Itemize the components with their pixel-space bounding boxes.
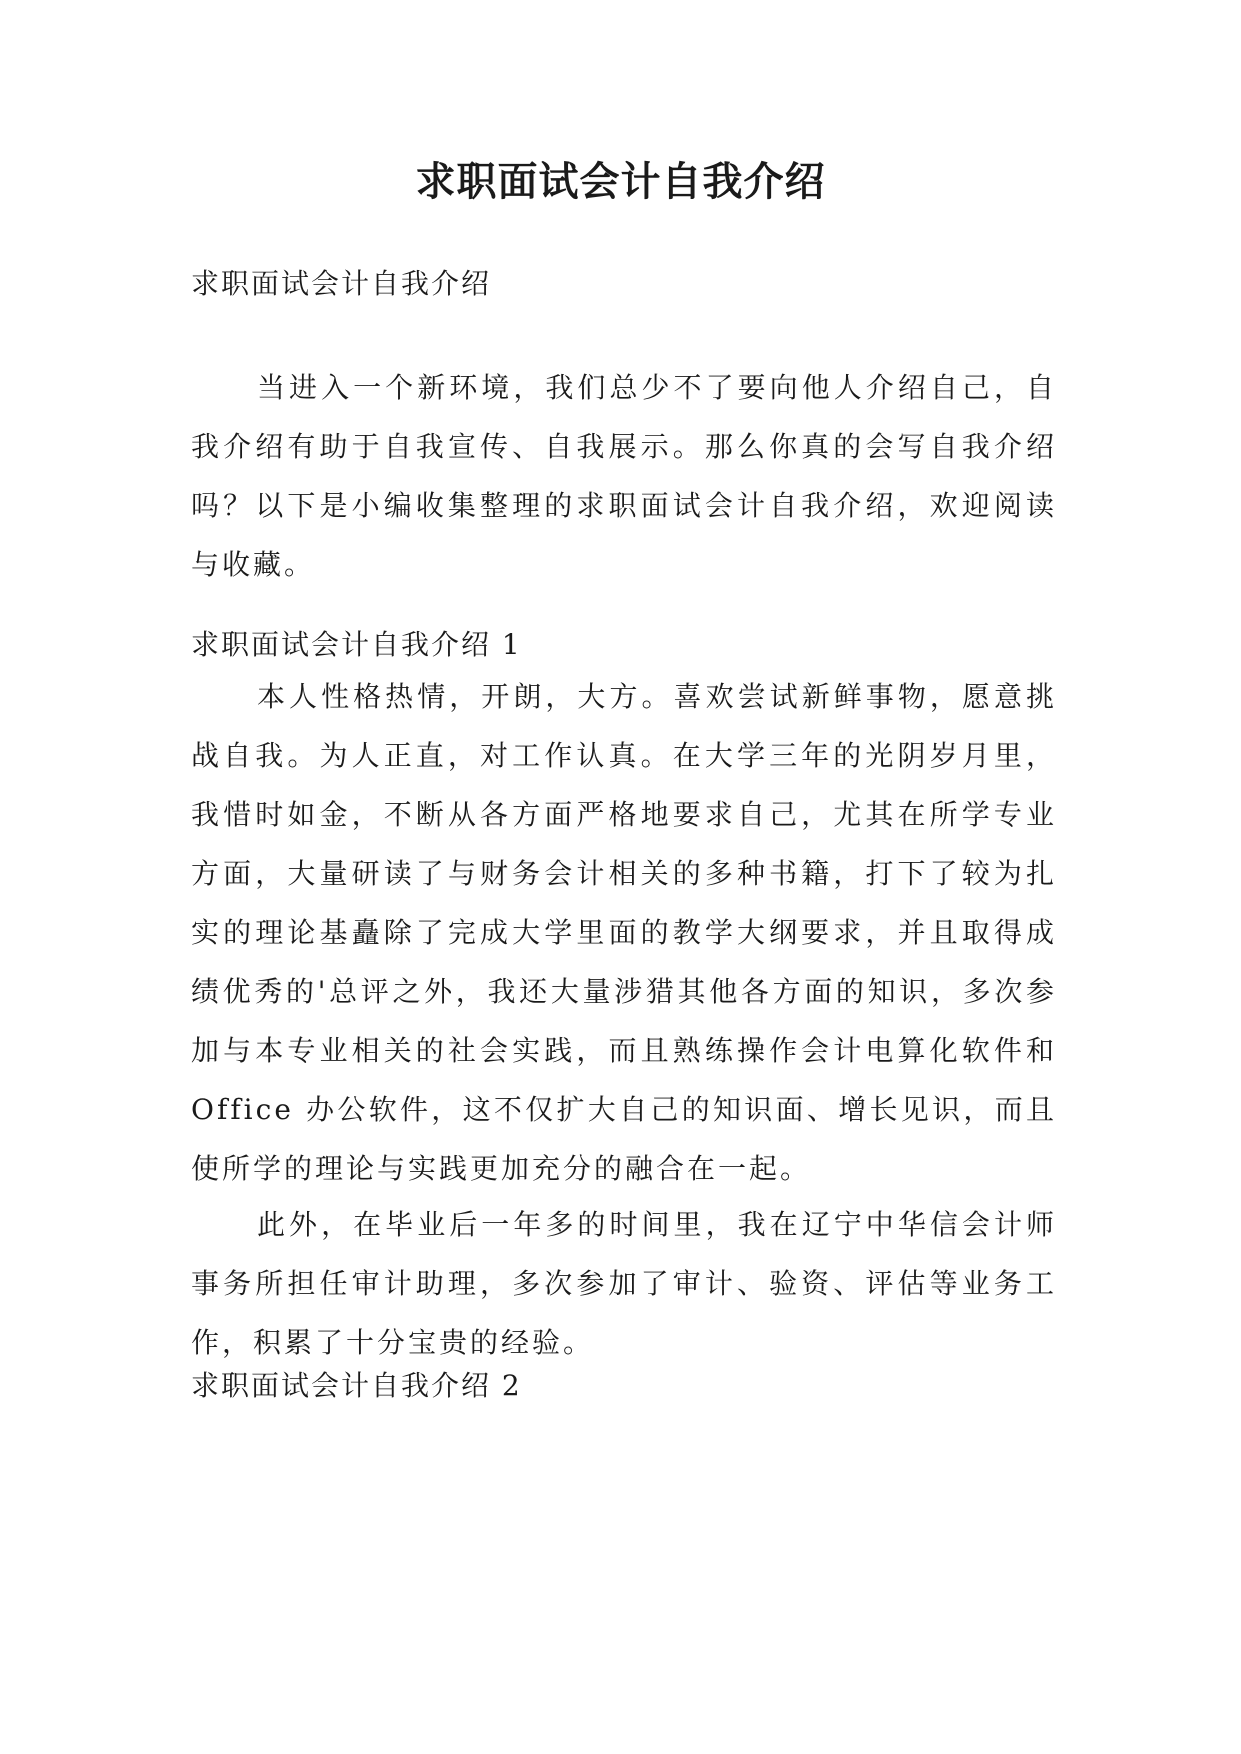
intro-paragraph: 当进入一个新环境，我们总少不了要向他人介绍自己，自我介绍有助于自我宣传、自我展示。那么你真的会写自我介绍吗？以下是小编收集整理的求职面试会计自我介绍，欢迎阅读与收藏。 xyxy=(191,371,1057,581)
document-subtitle: 求职面试会计自我介绍 xyxy=(191,267,492,300)
section-1-paragraph-2: 此外，在毕业后一年多的时间里，我在辽宁中华信会计师事务所担任审计助理，多次参加了审计、验资、评估等业务工作，积累了十分宝贵的经验。 xyxy=(191,1208,1057,1359)
section-heading-1: 求职面试会计自我介绍 1 xyxy=(191,628,522,661)
document-title: 求职面试会计自我介绍 xyxy=(415,159,826,205)
section-heading-2: 求职面试会计自我介绍 2 xyxy=(191,1369,522,1402)
section-1-paragraph-1: 本人性格热情，开朗，大方。喜欢尝试新鲜事物，愿意挑战自我。为人正直，对工作认真。在大学三年的光阴岁月里，我惜时如金，不断从各方面严格地要求自己，尤其在所学专业方面，大量研读了与财务会计相关的多种书籍，打下了较为扎实的理论基矗除了完成大学里面的教学大纲要求，并且取得成绩优秀的'总评之外，我还大量涉猎其他各方面的知识，多次参加与本专业相关的社会实践，而且熟练操作会计电算化软件和 Office 办公软件，这不仅扩大自己的知识面、增长见识，而且使所学的理论与实践更加充分的融合在一起。 xyxy=(191,680,1057,1185)
